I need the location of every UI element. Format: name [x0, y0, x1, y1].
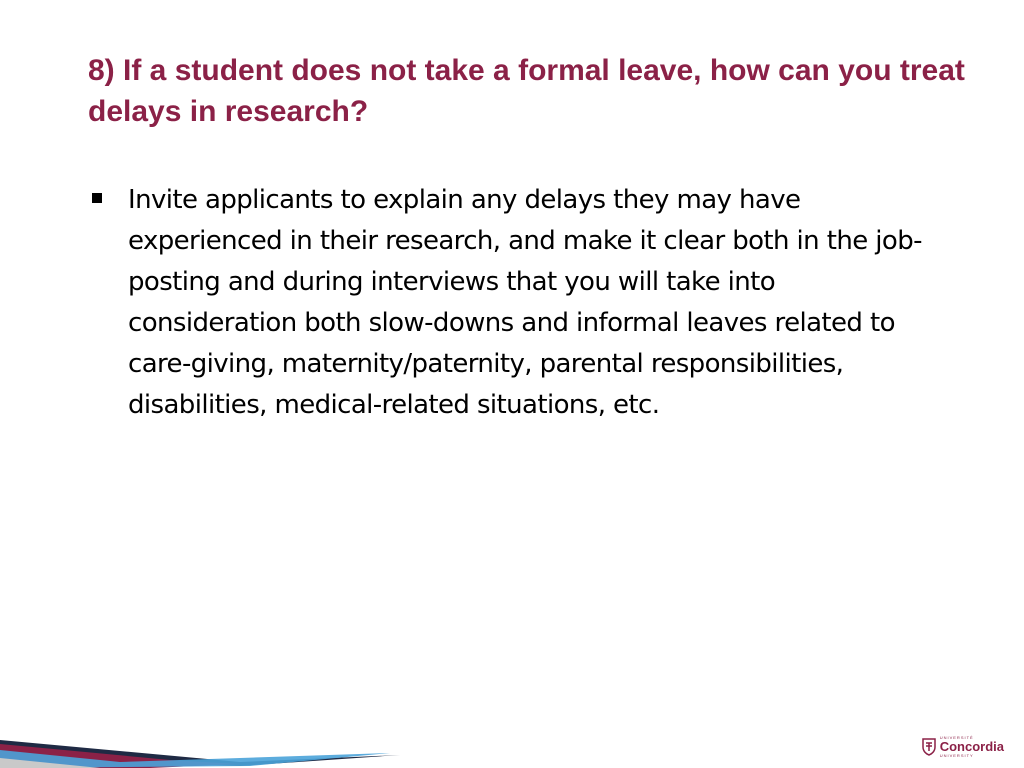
slide-title: 8) If a student does not take a formal leave, how can you treat delays in research?: [88, 54, 965, 128]
logo-name: Concordia: [939, 739, 1004, 754]
logo-small-bottom: UNIVERSITY: [939, 753, 974, 758]
concordia-logo: [922, 735, 1004, 758]
square-bullet-icon: [92, 193, 102, 203]
logo-wordmark: [940, 735, 1004, 758]
bullet-item: [88, 180, 928, 426]
bullet-list: [88, 180, 928, 426]
shield-icon: [922, 738, 936, 756]
bullet-text: Invite applicants to explain any delays they may have experienced in their research, and make it clear both in the job-posting and during interviews that you will take into consideration both slow-downs and informal leaves related to care-giving, maternity/paternity, parental responsibilities, disabilities, medical-related situations, etc.: [128, 185, 922, 420]
logo-small-top: UNIVERSITÉ: [939, 735, 974, 740]
decorative-stripes: [0, 708, 400, 768]
